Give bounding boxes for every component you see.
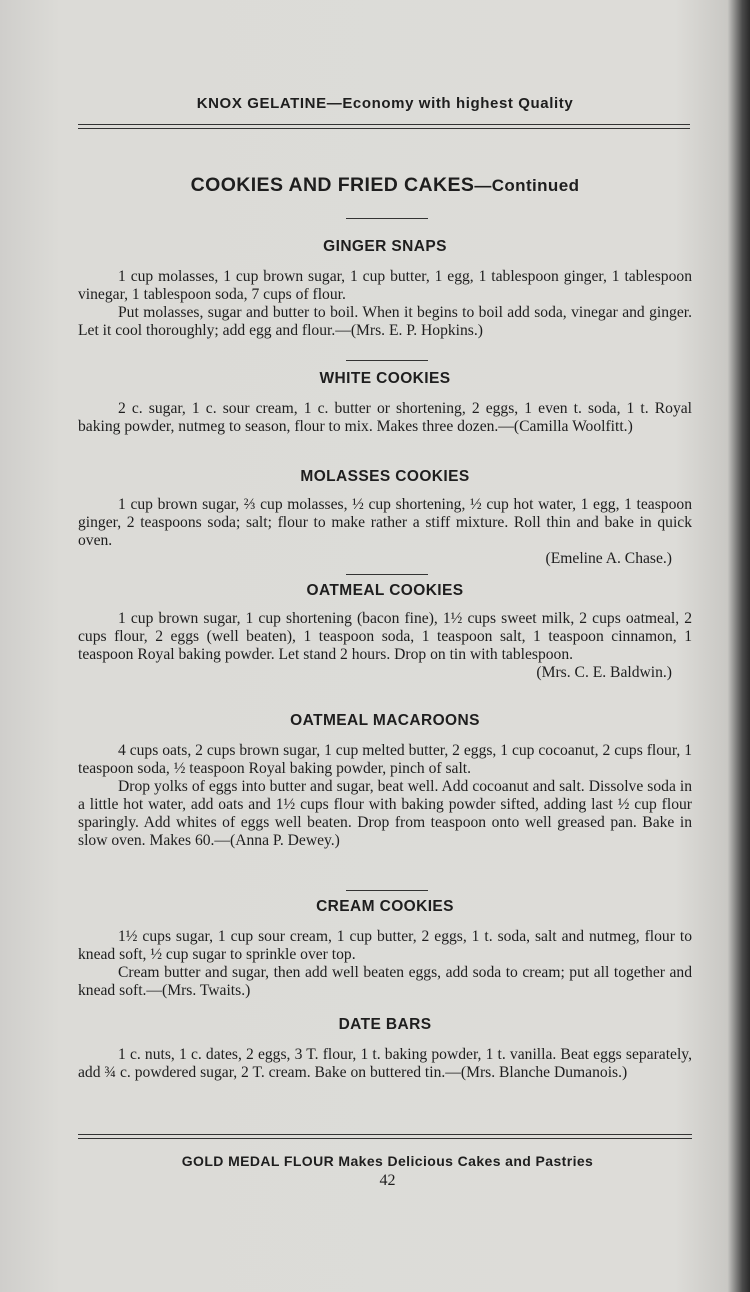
recipe-title-white-cookies: WHITE COOKIES	[319, 370, 451, 387]
recipe-title-date-bars: DATE BARS	[338, 1016, 432, 1033]
recipe-title-molasses-cookies: MOLASSES COOKIES	[300, 468, 470, 485]
section-title-suffix: —Continued	[474, 176, 580, 195]
recipe-divider	[346, 890, 428, 891]
footer-tagline: GOLD MEDAL FLOUR Makes Delicious Cakes and Pastries	[181, 1153, 594, 1169]
recipe-paragraph: 4 cups oats, 2 cups brown sugar, 1 cup melted butter, 2 eggs, 1 cup cocoanut, 2 cups flour, 1 teaspoon soda, ½ teaspoon Royal baking powder, pinch of salt.	[78, 742, 692, 777]
recipe-paragraph: 1 cup molasses, 1 cup brown sugar, 1 cup butter, 1 egg, 1 tablespoon ginger, 1 tablespoon vinegar, 1 tablespoon soda, 7 cups of flour.	[78, 268, 692, 303]
recipe-credit: (Emeline A. Chase.)	[545, 550, 672, 567]
recipe-paragraph: 1 c. nuts, 1 c. dates, 2 eggs, 3 T. flour, 1 t. baking powder, 1 t. vanilla. Beat eggs separately, add ¾ c. powdered sugar, 2 T. cream. Bake on buttered tin.—(Mrs. Blanche Dumanois.)	[78, 1046, 692, 1081]
recipe-title-ginger-snaps: GINGER SNAPS	[323, 238, 447, 255]
recipe-credit: (Mrs. C. E. Baldwin.)	[536, 664, 672, 681]
page-number: 42	[379, 1172, 396, 1189]
recipe-body-ginger-snaps	[78, 268, 692, 340]
recipe-body-oatmeal-cookies	[78, 610, 692, 682]
header-rule	[78, 124, 690, 129]
recipe-divider	[346, 360, 428, 361]
recipe-body-white-cookies	[78, 400, 692, 436]
section-title	[0, 174, 750, 197]
recipe-paragraph: Drop yolks of eggs into butter and sugar, beat well. Add cocoanut and salt. Dissolve soda in a little hot water, add oats and 1½ cups flour with baking powder sifted, adding last ½ cup flour sparingly. Add whites of eggs well beaten. Drop from teaspoon onto well greased pan. Bake in slow oven. Makes 60.—(Anna P. Dewey.)	[78, 778, 692, 849]
recipe-paragraph: 1 cup brown sugar, 1 cup shortening (bacon fine), 1½ cups sweet milk, 2 cups oatmeal, 2 cups flour, 2 eggs (well beaten), 1 teaspoon soda, 1 teaspoon salt, 1 teaspoon cinnamon, 1 teaspoon Royal baking powder. Let stand 2 hours. Drop on tin with tablespoon.	[78, 610, 692, 663]
section-title-main: COOKIES AND FRIED CAKES	[190, 174, 475, 196]
recipe-title-cream-cookies: CREAM COOKIES	[316, 898, 454, 915]
recipe-paragraph: Cream butter and sugar, then add well beaten eggs, add soda to cream; put all together and knead soft.—(Mrs. Twaits.)	[78, 964, 692, 999]
recipe-body-date-bars	[78, 1046, 692, 1082]
recipe-paragraph: 2 c. sugar, 1 c. sour cream, 1 c. butter or shortening, 2 eggs, 1 even t. soda, 1 t. Royal baking powder, nutmeg to season, flour to mix. Makes three dozen.—(Camilla Woolfitt.)	[78, 400, 692, 435]
recipe-divider	[346, 574, 428, 575]
footer-rule	[78, 1134, 692, 1139]
recipe-paragraph: 1½ cups sugar, 1 cup sour cream, 1 cup butter, 2 eggs, 1 t. soda, salt and nutmeg, flour to knead soft, ½ cup sugar to sprinkle over top.	[78, 928, 692, 963]
recipe-body-cream-cookies	[78, 928, 692, 1000]
section-divider	[346, 218, 428, 219]
running-head: KNOX GELATINE—Economy with highest Quality	[196, 95, 574, 112]
recipe-body-oatmeal-macaroons	[78, 742, 692, 850]
recipe-body-molasses-cookies	[78, 496, 692, 568]
recipe-title-oatmeal-macaroons: OATMEAL MACAROONS	[290, 712, 480, 729]
recipe-title-oatmeal-cookies: OATMEAL COOKIES	[306, 582, 464, 599]
recipe-paragraph: Put molasses, sugar and butter to boil. When it begins to boil add soda, vinegar and ginger. Let it cool thoroughly; add egg and flour.—(Mrs. E. P. Hopkins.)	[78, 304, 692, 339]
recipe-paragraph: 1 cup brown sugar, ⅔ cup molasses, ½ cup shortening, ½ cup hot water, 1 egg, 1 teaspoon ginger, 2 teaspoons soda; salt; flour to make rather a stiff mixture. Roll thin and bake in quick oven.	[78, 496, 692, 549]
